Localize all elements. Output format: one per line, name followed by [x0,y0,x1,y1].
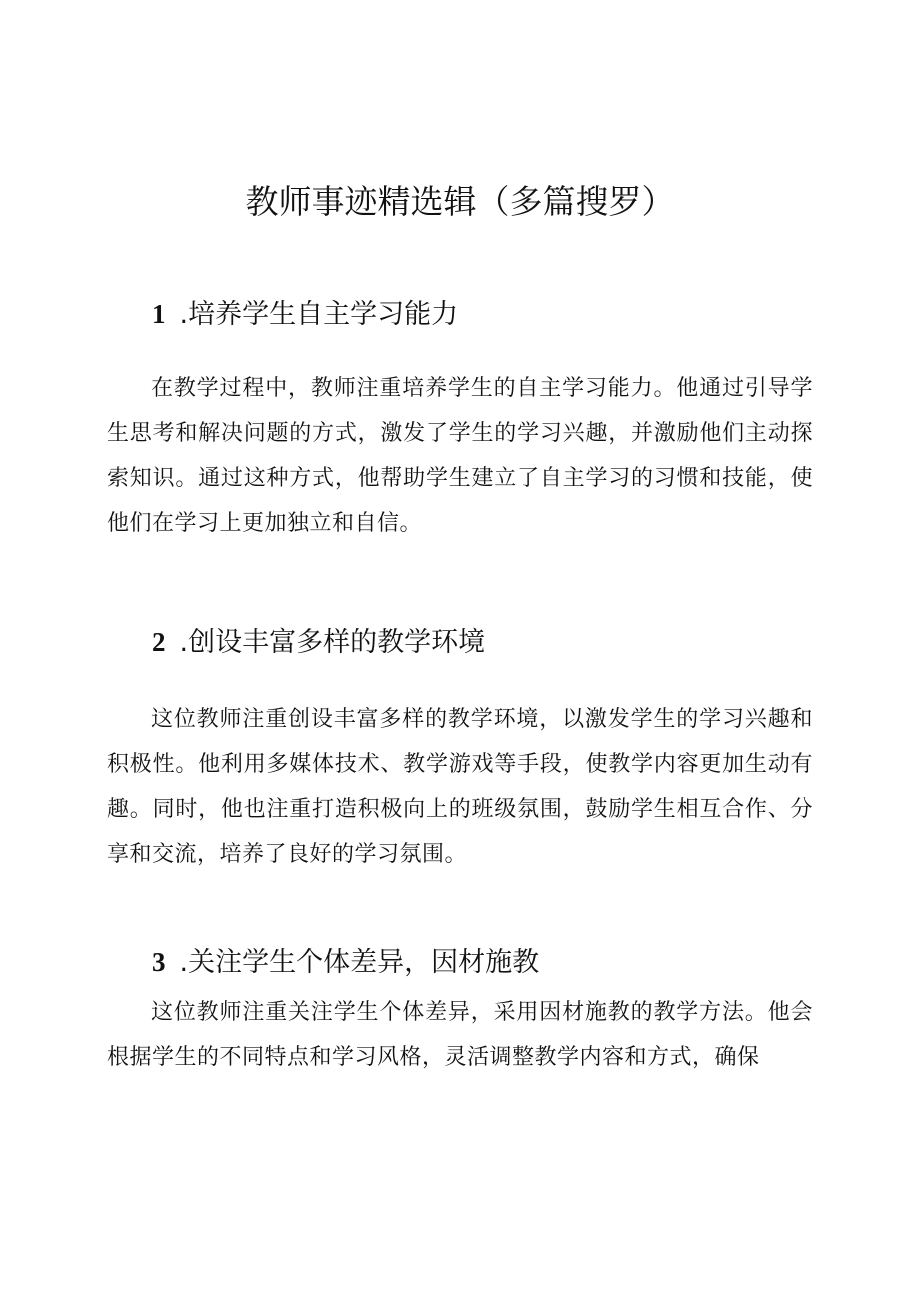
section-3-body: 这位教师注重关注学生个体差异，采用因材施教的教学方法。他会根据学生的不同特点和学习风格，灵活调整教学内容和方式，确保 [107,1000,813,1070]
section-2-heading-text: .创设丰富多样的教学环境 [179,627,486,658]
section-2-body: 这位教师注重创设丰富多样的教学环境，以激发学生的学习兴趣和积极性。他利用多媒体技术、教学游戏等手段，使教学内容更加生动有趣。同时，他也注重打造积极向上的班级氛围，鼓励学生相互合作、分享和交流，培养了良好的学习氛围。 [107,707,813,867]
section-2-number: 2 [152,627,166,657]
section-1-heading-text: .培养学生自主学习能力 [179,299,459,330]
section-2-heading [152,624,485,661]
section-1-body: 在教学过程中，教师注重培养学生的自主学习能力。他通过引导学生思考和解决问题的方式，激发了学生的学习兴趣，并激励他们主动探索知识。通过这种方式，他帮助学生建立了自主学习的习惯和技能，使他们在学习上更加独立和自信。 [107,376,813,536]
section-3-number: 3 [152,947,166,977]
section-3-heading-text: .关注学生个体差异，因材施教 [179,947,540,978]
document-title: 教师事迹精选辑（多篇搜罗） [245,182,675,221]
section-1-heading [152,296,458,333]
section-1-number: 1 [152,299,166,329]
section-3-heading [152,944,539,981]
